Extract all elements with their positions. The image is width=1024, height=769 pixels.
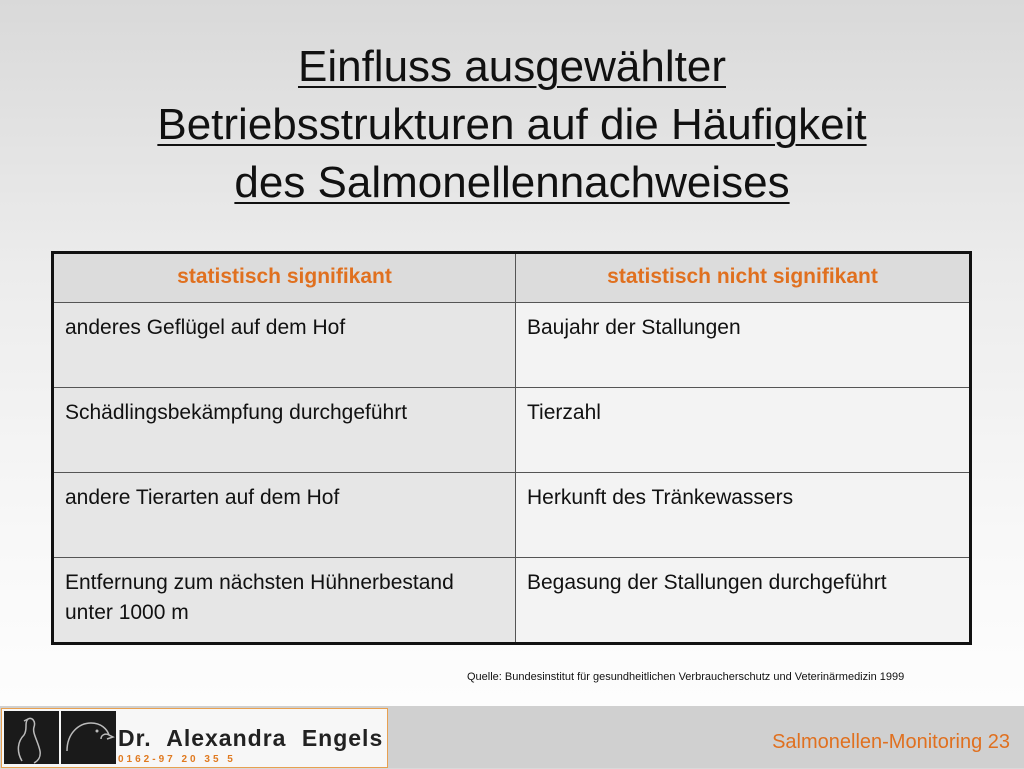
slide-title [0,38,1024,212]
table-row [53,473,971,558]
slide-title-line-2: Betriebsstrukturen auf die Häufigkeit [157,100,867,149]
table-cell: andere Tierarten auf dem Hof [53,473,516,558]
table-row [53,388,971,473]
table-row [53,558,971,644]
table-cell: anderes Geflügel auf dem Hof [53,303,516,388]
header-significant: statistisch signifikant [53,253,516,303]
table-cell: Schädlingsbekämpfung durchgeführt [53,388,516,473]
slide-footer: Salmonellen-Monitoring 23 [772,731,1010,753]
slide-title-line-3: des Salmonellennachweises [234,158,790,207]
logo-phone: 0162-97 20 35 5 [118,754,236,765]
table-cell: Herkunft des Tränkewassers [516,473,971,558]
bird-sketch-icon [4,711,59,764]
slide-title-line-1: Einfluss ausgewählter [297,42,726,91]
logo-name: Dr. Alexandra Engels [118,725,384,751]
author-logo [1,708,388,768]
table-row [53,303,971,388]
table-cell: Baujahr der Stallungen [516,303,971,388]
table-cell: Tierzahl [516,388,971,473]
table-header-row [53,253,971,303]
source-citation: Quelle: Bundesinstitut für gesundheitlichen Verbraucherschutz und Veterinärmedizin 1999 [467,671,905,683]
table-cell: Entfernung zum nächsten Hühnerbestand unter 1000 m [53,558,516,644]
header-not-significant: statistisch nicht signifikant [516,253,971,303]
table-cell: Begasung der Stallungen durchgeführt [516,558,971,644]
significance-table [51,251,972,645]
bird-head-sketch-icon [61,711,116,764]
